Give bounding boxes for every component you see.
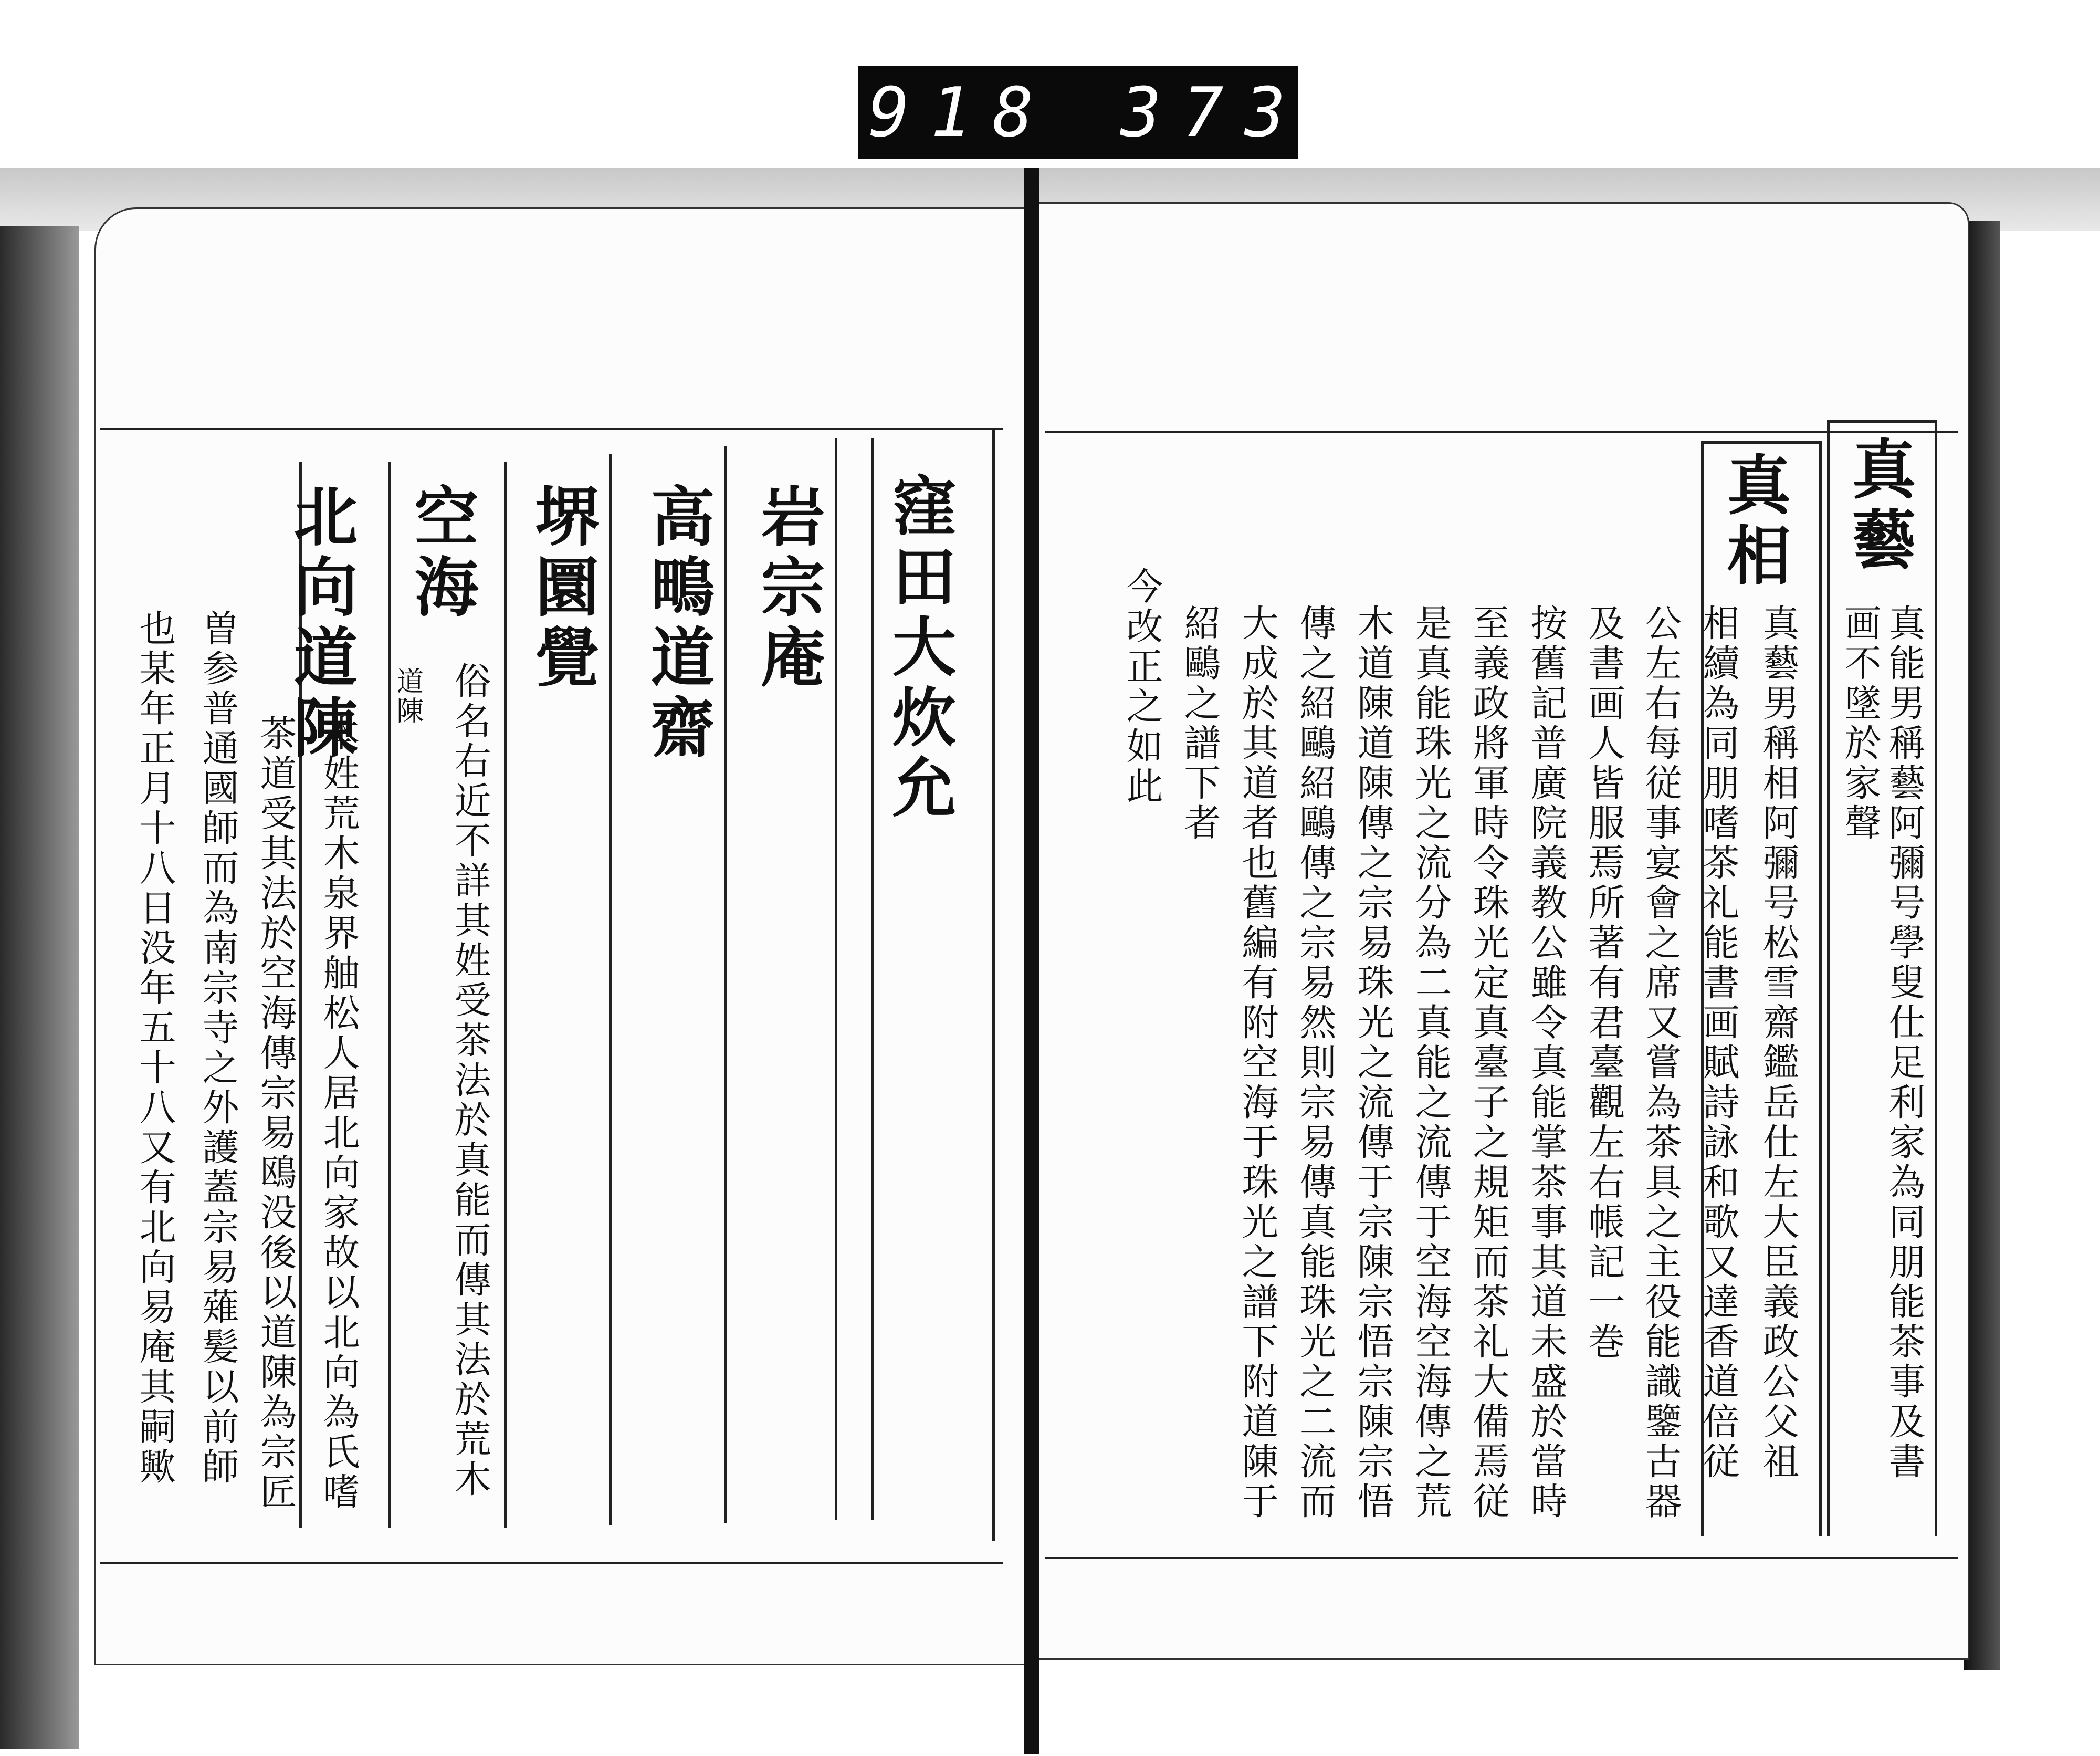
page-number: 373.: [1120, 72, 1369, 152]
heading-kubota: 窪田大炊允: [881, 473, 957, 824]
heading-takashigi: 高鴫道齋: [640, 483, 716, 765]
shinso-text-line: 紹鷗之譜下者: [1178, 604, 1221, 843]
kukai-text-line: 俗名右近不詳其姓受茶法於真能而傳其法於荒木: [448, 662, 491, 1500]
right-page-footer-rule: [1045, 1557, 1958, 1559]
catalog-number-label: [858, 66, 1369, 159]
left-page-rule: [835, 438, 837, 1520]
left-page-rule: [872, 438, 874, 1520]
shinso-text-line: 至義政將軍時令珠光定真臺子之規矩而茶礼大備焉従: [1467, 604, 1510, 1522]
kitamuki-text-line: 曽参普通國師而為南宗寺之外護蓋宗易薙髪以前師: [196, 609, 239, 1487]
left-page-rule: [504, 462, 507, 1528]
heading-sakai: 堺圜覺: [524, 483, 600, 694]
heading-ganso: 岩宗庵: [750, 483, 826, 694]
shinso-text-line: 傳之紹鷗紹鷗傳之宗易然則宗易傳真能珠光之二流而: [1294, 604, 1337, 1522]
shinso-text-line: 及書画人皆服焉所著有君臺觀左右帳記一巻: [1582, 604, 1625, 1362]
shingei-text-line: 真能男稱藝阿彌号學叟仕足利家為同朋能茶事及書: [1883, 604, 1926, 1482]
heading-shingei: 真藝: [1841, 436, 1917, 577]
kitamuki-text-line: 本姓荒木泉界舳松人居北向家故以北向為氏嗜: [317, 714, 360, 1512]
shinso-text-line: 相續為同朋嗜茶礼能書画賦詩詠和歌又達香道倍従: [1697, 604, 1740, 1482]
shingei-text-line: 画不墜於家聲: [1839, 604, 1882, 843]
heading-kitamuki: 北向道陳: [283, 483, 359, 765]
book-spine-left: [0, 226, 79, 1749]
heading-kukai: 空海: [404, 483, 479, 624]
shinso-text-line: 公左右每従事宴會之席又嘗為茶具之主役能識鑒古器: [1639, 604, 1682, 1522]
shinso-text-line: 是真能珠光之流分為二真能之流傳于空海空海傳之荒: [1409, 604, 1452, 1522]
left-page-footer-rule: [100, 1562, 1003, 1564]
kitamuki-text-line: 茶道受其法於空海傳宗易鴎没後以道陳為宗匠: [254, 714, 297, 1512]
left-page-rule: [992, 428, 995, 1541]
left-page-rule: [388, 462, 391, 1528]
shinso-text-line: 按舊記普廣院義教公雖令真能掌茶事其道未盛於當時: [1525, 604, 1568, 1522]
shinso-text-line: 大成於其道者也舊編有附空海于珠光之譜下附道陳于: [1236, 604, 1279, 1522]
shinso-text-line: 今改正之如此: [1120, 567, 1163, 807]
book-gutter: [1024, 168, 1040, 1754]
left-page-rule: [724, 446, 727, 1523]
shinso-text-line: 真藝男稱相阿彌号松雪齋鑑岳仕左大臣義政公父祖: [1757, 604, 1800, 1482]
heading-shinso: 真相: [1716, 452, 1792, 592]
volume-number: 918: [868, 72, 1055, 152]
shinso-text-line: 木道陳道陳傳之宗易珠光之流傳于宗陳宗悟宗陳宗悟: [1351, 604, 1394, 1522]
kukai-text-line: 道陳: [392, 667, 423, 726]
left-page-rule: [609, 454, 612, 1525]
kitamuki-text-line: 也某年正月十八日没年五十八又有北向易庵其嗣歟: [133, 609, 176, 1487]
